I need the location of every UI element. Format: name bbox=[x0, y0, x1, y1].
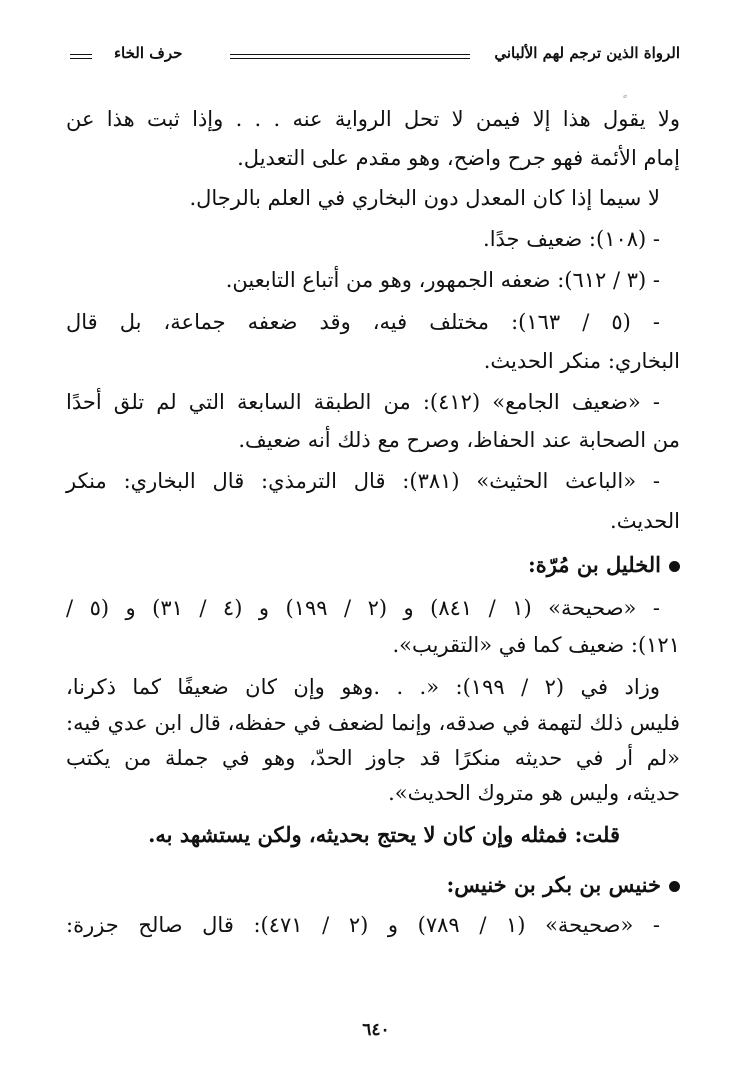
text-line: حديثه، وليس هو متروك الحديث». bbox=[388, 781, 680, 805]
text-line: - «صحيحة» (١ / ٧٨٩) و (٢ / ٤٧١): قال صالح جزرة: bbox=[66, 913, 660, 937]
text-line: من الصحابة عند الحفاظ، وصرح مع ذلك أنه ضعيف. bbox=[238, 428, 680, 452]
text-line: - (٣ / ٦١٢): ضعفه الجمهور، وهو من أتباع التابعين. bbox=[225, 268, 660, 292]
text-line: ولا يقول هذا إلا فيمن لا تحل الرواية عنه . . . وإذا ثبت هذا عن bbox=[66, 107, 680, 131]
entry-heading bbox=[528, 550, 680, 582]
bullet-icon bbox=[669, 881, 680, 892]
text-line: البخاري: منكر الحديث. bbox=[483, 349, 680, 373]
entry-heading-text: خنيس بن بكر بن خنيس: bbox=[446, 872, 661, 897]
entry-heading-text: الخليل بن مُرّة: bbox=[527, 552, 661, 577]
text-line: لا سيما إذا كان المعدل دون البخاري في العلم بالرجال. bbox=[189, 186, 660, 210]
text-line: - (١٠٨): ضعيف جدًا. bbox=[483, 227, 660, 251]
running-header bbox=[70, 44, 680, 70]
entry-heading bbox=[446, 870, 680, 902]
text-line: وزاد في (٢ / ١٩٩): «. . .وهو وإن كان ضعيفًا كما ذكرنا، bbox=[66, 675, 660, 699]
page-number: ٦٤٠ bbox=[362, 1020, 390, 1040]
header-rule bbox=[230, 54, 470, 59]
text-line: - (٥ / ١٦٣): مختلف فيه، وقد ضعفه جماعة، بل قال bbox=[66, 310, 660, 334]
text-line: - «صحيحة» (١ / ٨٤١) و (٢ / ١٩٩) و (٤ / ٣١) و (٥ / bbox=[66, 596, 660, 620]
text-line: ١٢١): ضعيف كما في «التقريب». bbox=[392, 633, 680, 657]
text-line: - «ضعيف الجامع» (٤١٢): من الطبقة السابعة التي لم تلق أحدًا bbox=[66, 390, 660, 414]
text-line: الحديث. bbox=[610, 509, 680, 533]
author-comment: قلت: فمثله وإن كان لا يحتج بحديثه، ولكن يستشهد به. bbox=[148, 822, 620, 847]
running-title: الرواة الذين ترجم لهم الألباني bbox=[494, 44, 680, 62]
bullet-icon bbox=[669, 561, 680, 572]
text-line: فليس ذلك لتهمة في صدقه، وإنما لضعف في حفظه، قال ابن عدي فيه: bbox=[66, 711, 680, 735]
text-line: إمام الأئمة فهو جرح واضح، وهو مقدم على التعديل. bbox=[237, 146, 680, 170]
header-end-mark bbox=[70, 54, 92, 59]
text-line: «لم أر في حديثه منكرًا قد جاوز الحدّ، وهو في جملة من يكتب bbox=[66, 746, 680, 770]
section-title: حرف الخاء bbox=[114, 44, 183, 62]
text-line: - «الباعث الحثيث» (٣٨١): قال الترمذي: قال البخاري: منكر bbox=[66, 469, 660, 493]
